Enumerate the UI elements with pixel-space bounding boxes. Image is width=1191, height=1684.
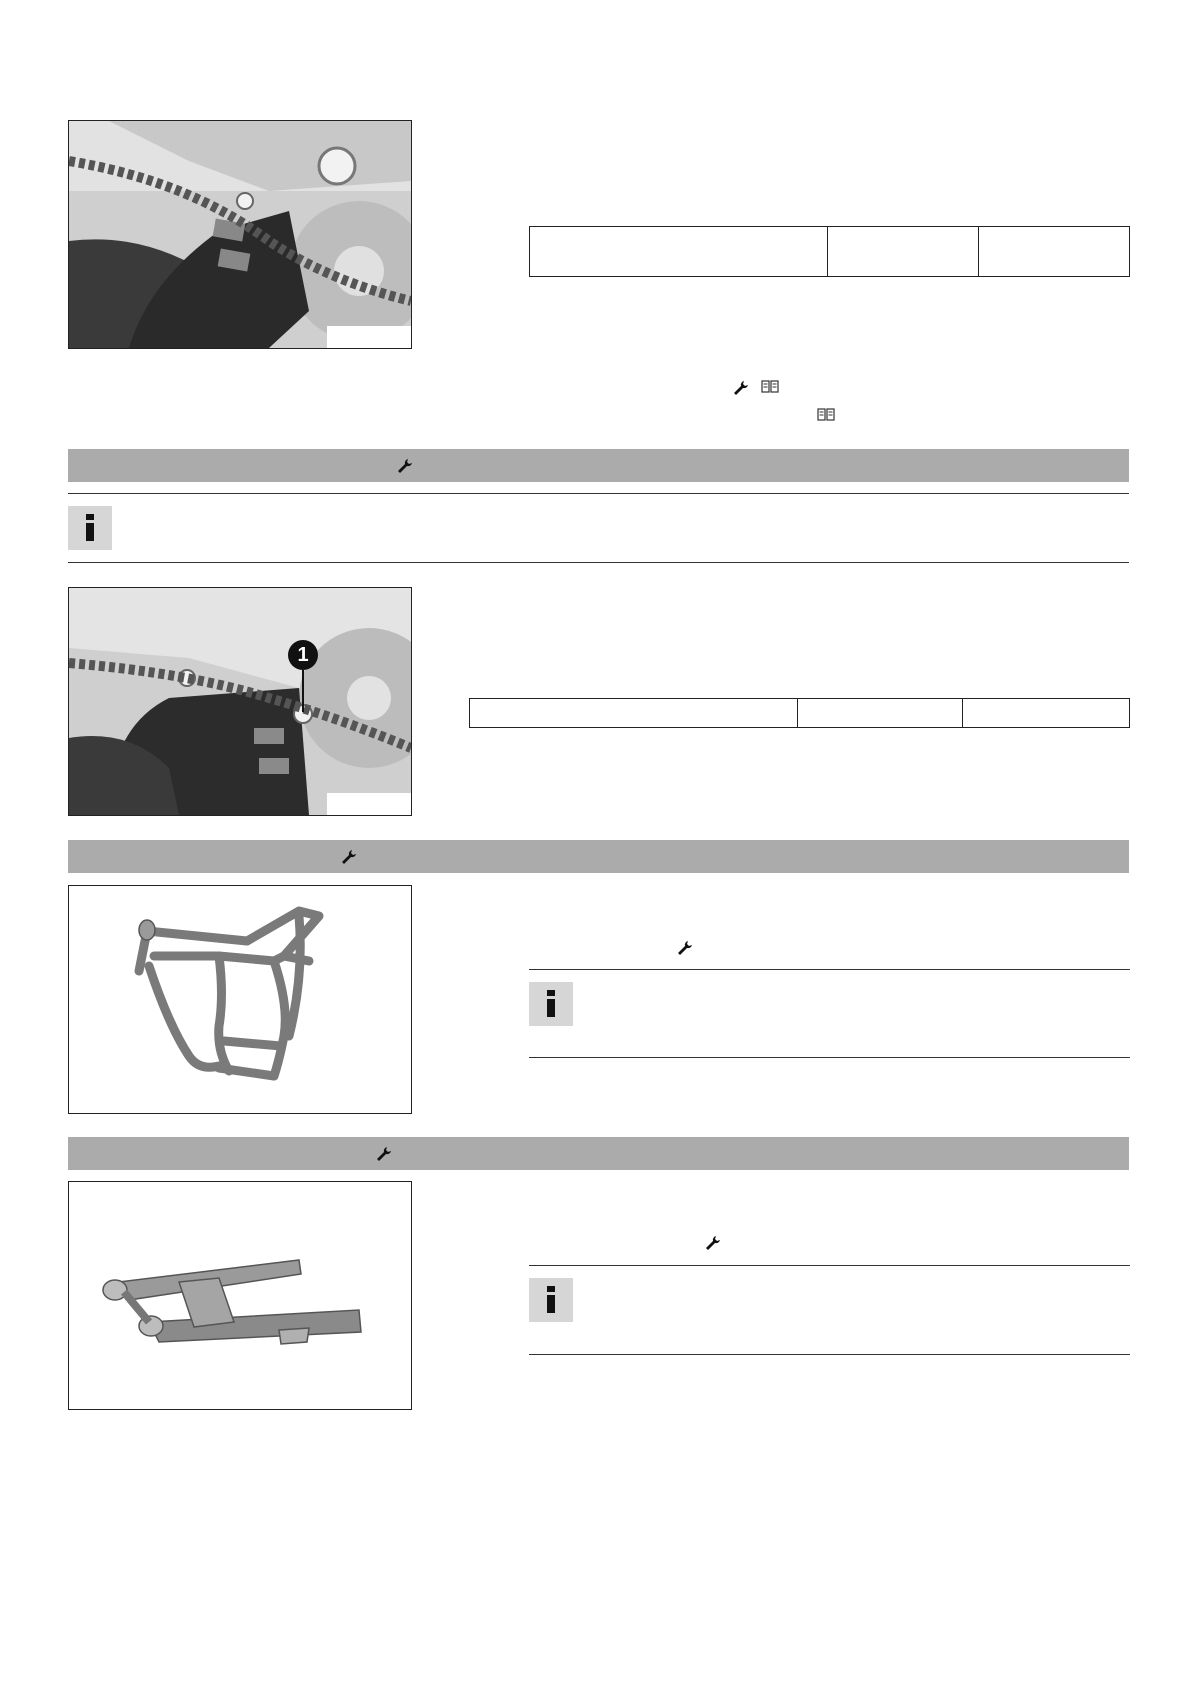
section-header-bar xyxy=(68,449,1129,482)
callout-marker xyxy=(288,640,318,670)
spec-table-2-cell xyxy=(470,699,798,728)
section-header-bar xyxy=(68,840,1129,873)
swingarm-drawing xyxy=(68,1181,412,1410)
info-icon xyxy=(529,1278,573,1322)
wrench-icon xyxy=(397,458,413,474)
wrench-icon xyxy=(705,1235,721,1251)
wrench-icon xyxy=(733,380,749,396)
frame-drawing-image xyxy=(69,886,411,1113)
wrench-icon xyxy=(341,849,357,865)
swingarm-drawing-image xyxy=(69,1182,411,1409)
wrench-icon xyxy=(376,1146,392,1162)
callout-number: 1 xyxy=(297,644,309,666)
note-bottom-rule xyxy=(529,1354,1130,1355)
note-top-rule xyxy=(68,493,1129,494)
spec-table-1-cell xyxy=(530,227,828,277)
info-icon xyxy=(529,982,573,1026)
note-top-rule xyxy=(529,969,1130,970)
wrench-icon xyxy=(677,940,693,956)
figure-code-box xyxy=(327,793,411,815)
chain-guide-screw-photo-image xyxy=(69,588,411,815)
section-header-bar xyxy=(68,1137,1129,1170)
manual-book-icon xyxy=(817,408,835,422)
note-bottom-rule xyxy=(529,1057,1130,1058)
manual-book-icon xyxy=(761,380,779,394)
figure-code-box xyxy=(327,326,411,348)
spec-table-1 xyxy=(529,226,1130,277)
spec-table-2-cell xyxy=(963,699,1130,728)
spec-table-2 xyxy=(469,698,1130,728)
note-top-rule xyxy=(529,1265,1130,1266)
chain-guide-screw-photo xyxy=(68,587,412,816)
info-icon xyxy=(68,506,112,550)
note-bottom-rule xyxy=(68,562,1129,563)
spec-table-1-cell xyxy=(979,227,1130,277)
chain-guide-photo xyxy=(68,120,412,349)
spec-table-1-cell xyxy=(828,227,979,277)
spec-table-2-cell xyxy=(798,699,963,728)
chain-guide-photo-image xyxy=(69,121,411,348)
frame-drawing xyxy=(68,885,412,1114)
